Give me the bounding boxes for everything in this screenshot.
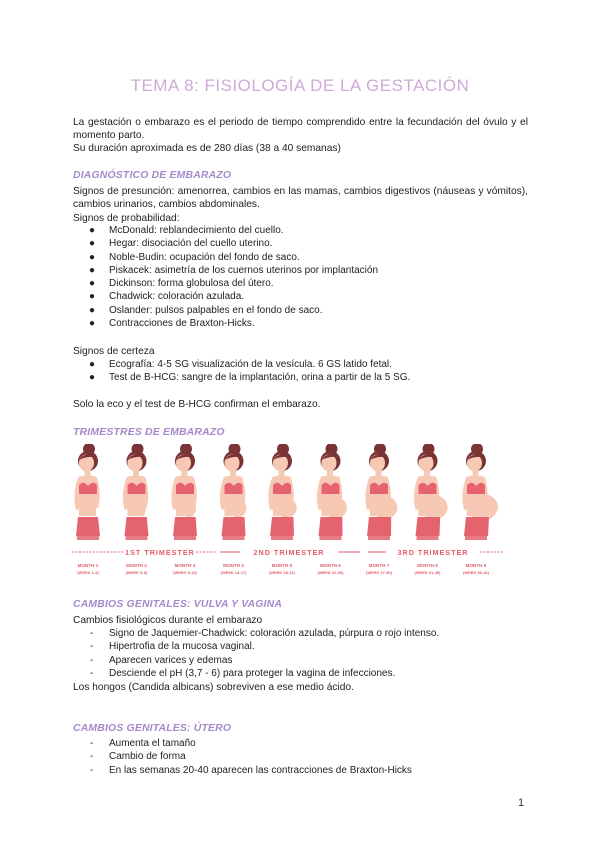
certeza-list bbox=[73, 358, 528, 385]
month-label: MONTH 2 bbox=[126, 563, 147, 568]
week-range-label: (WEEK 18-21) bbox=[268, 570, 296, 575]
page-number: 1 bbox=[518, 797, 525, 809]
week-range-label: (WEEK 22-26) bbox=[317, 570, 344, 575]
month-label: MONTH 4 bbox=[223, 563, 244, 568]
trimester-bar bbox=[72, 548, 504, 557]
pregnancy-figure bbox=[414, 444, 448, 540]
list-item: - Hipertrofia de la mucosa vaginal. bbox=[90, 641, 255, 653]
pregnancy-figure bbox=[462, 444, 498, 540]
list-item: - Desciende el pH (3,7 - 6) para proteger la vagina de infecciones. bbox=[90, 667, 396, 679]
list-item: ● Dickinson: forma globulosa del útero. bbox=[89, 278, 274, 290]
month-label: MONTH 8 bbox=[417, 563, 438, 568]
intro-duration: Su duración aproximada es de 280 días (38 a 40 semanas) bbox=[73, 143, 341, 154]
month-label: MONTH 7 bbox=[368, 563, 390, 568]
hongos-text: Los hongos (Candida albicans) sobreviven a ese medio ácido. bbox=[73, 682, 354, 693]
trimester-label: 2ND TRIMESTER bbox=[253, 548, 325, 557]
week-range-label: (WEEK 27-30) bbox=[365, 570, 393, 575]
pregnancy-figure bbox=[123, 444, 149, 540]
list-item: ● Ecografía: 4-5 SG visualización de la vesícula. 6 GS latido fetal. bbox=[89, 359, 392, 370]
list-item: ● McDonald: reblandecimiento del cuello. bbox=[89, 225, 284, 236]
list-item: ● Contracciones de Braxton-Hicks. bbox=[89, 318, 255, 330]
month-label: MONTH 9 bbox=[465, 563, 487, 568]
month-label: MONTH 5 bbox=[271, 563, 293, 568]
pregnancy-figures bbox=[74, 444, 498, 540]
list-item: - Aparecen varices y edemas bbox=[90, 654, 233, 666]
section-heading-utero: CAMBIOS GENITALES: ÚTERO bbox=[73, 723, 232, 734]
week-range-label: (WEEK 14-17) bbox=[220, 570, 247, 575]
list-item: - En las semanas 20-40 aparecen las contracciones de Braxton-Hicks bbox=[90, 764, 412, 776]
month-label: MONTH 6 bbox=[320, 563, 341, 568]
page-title: TEMA 8: FISIOLOGÍA DE LA GESTACIÓN bbox=[130, 76, 470, 95]
intro-definition: La gestación o embarazo es el periodo de tiempo comprendido entre la fecundación del óvulo y el momento parto. bbox=[73, 117, 528, 141]
list-item: - Aumenta el tamaño bbox=[90, 738, 196, 749]
month-label: MONTH 1 bbox=[77, 563, 99, 568]
month-label: MONTH 3 bbox=[174, 563, 196, 568]
trimester-label: 3RD TRIMESTER bbox=[397, 548, 469, 557]
pregnancy-stages-infographic bbox=[64, 444, 509, 589]
cambios-fisiologicos-label: Cambios fisiológicos durante el embarazo bbox=[73, 615, 263, 626]
pregnancy-figure bbox=[365, 444, 397, 540]
signos-certeza-label: Signos de certeza bbox=[73, 346, 155, 357]
signos-presuncion: Signos de presunción: amenorrea, cambios en las mamas, cambios digestivos (náuseas y vómitos), cambios urinarios, cambios abdominales. bbox=[73, 186, 528, 210]
pregnancy-figure bbox=[171, 444, 197, 540]
pregnancy-figure bbox=[220, 444, 247, 540]
probabilidad-list bbox=[73, 224, 528, 330]
list-item: ● Chadwick: coloración azulada. bbox=[89, 291, 245, 303]
pregnancy-figure bbox=[74, 444, 100, 540]
vulva-list bbox=[73, 627, 528, 680]
week-range-label: (WEEK 5-8) bbox=[125, 570, 148, 575]
section-heading-trimestres: TRIMESTRES DE EMBARAZO bbox=[73, 427, 225, 438]
list-item: ● Hegar: disociación del cuello uterino. bbox=[89, 238, 273, 250]
list-item: - Cambio de forma bbox=[90, 751, 186, 763]
week-range-label: (WEEK 1-4) bbox=[77, 570, 99, 575]
week-range-label: (WEEK 9-13) bbox=[173, 570, 197, 575]
week-range-label: (WEEK 31-35) bbox=[414, 570, 441, 575]
signos-probabilidad-label: Signos de probabilidad: bbox=[73, 213, 180, 224]
trimester-label: 1ST TRIMESTER bbox=[125, 548, 195, 557]
month-labels bbox=[77, 563, 489, 575]
section-heading-diagnostico: DIAGNÓSTICO DE EMBARAZO bbox=[73, 170, 232, 181]
confirmacion-text: Solo la eco y el test de B-HCG confirman el embarazo. bbox=[73, 399, 321, 410]
list-item: ● Oslander: pulsos palpables en el fondo de saco. bbox=[89, 304, 323, 316]
utero-list bbox=[73, 737, 528, 777]
list-item: ● Noble-Budin: ocupación del fondo de saco. bbox=[89, 251, 300, 263]
week-range-label: (WEEK 36-40) bbox=[462, 570, 490, 575]
pregnancy-figure bbox=[317, 444, 347, 540]
list-item: ● Test de B-HCG: sangre de la implantación, orina a partir de la 5 SG. bbox=[89, 372, 411, 384]
list-item: - Signo de Jaquemier-Chadwick: coloración azulada, púrpura o rojo intenso. bbox=[90, 628, 440, 639]
section-heading-vulva: CAMBIOS GENITALES: VULVA Y VAGINA bbox=[73, 599, 283, 610]
pregnancy-figure bbox=[268, 444, 296, 540]
list-item: ● Piskacek: asimetría de los cuernos uterinos por implantación bbox=[89, 264, 379, 276]
